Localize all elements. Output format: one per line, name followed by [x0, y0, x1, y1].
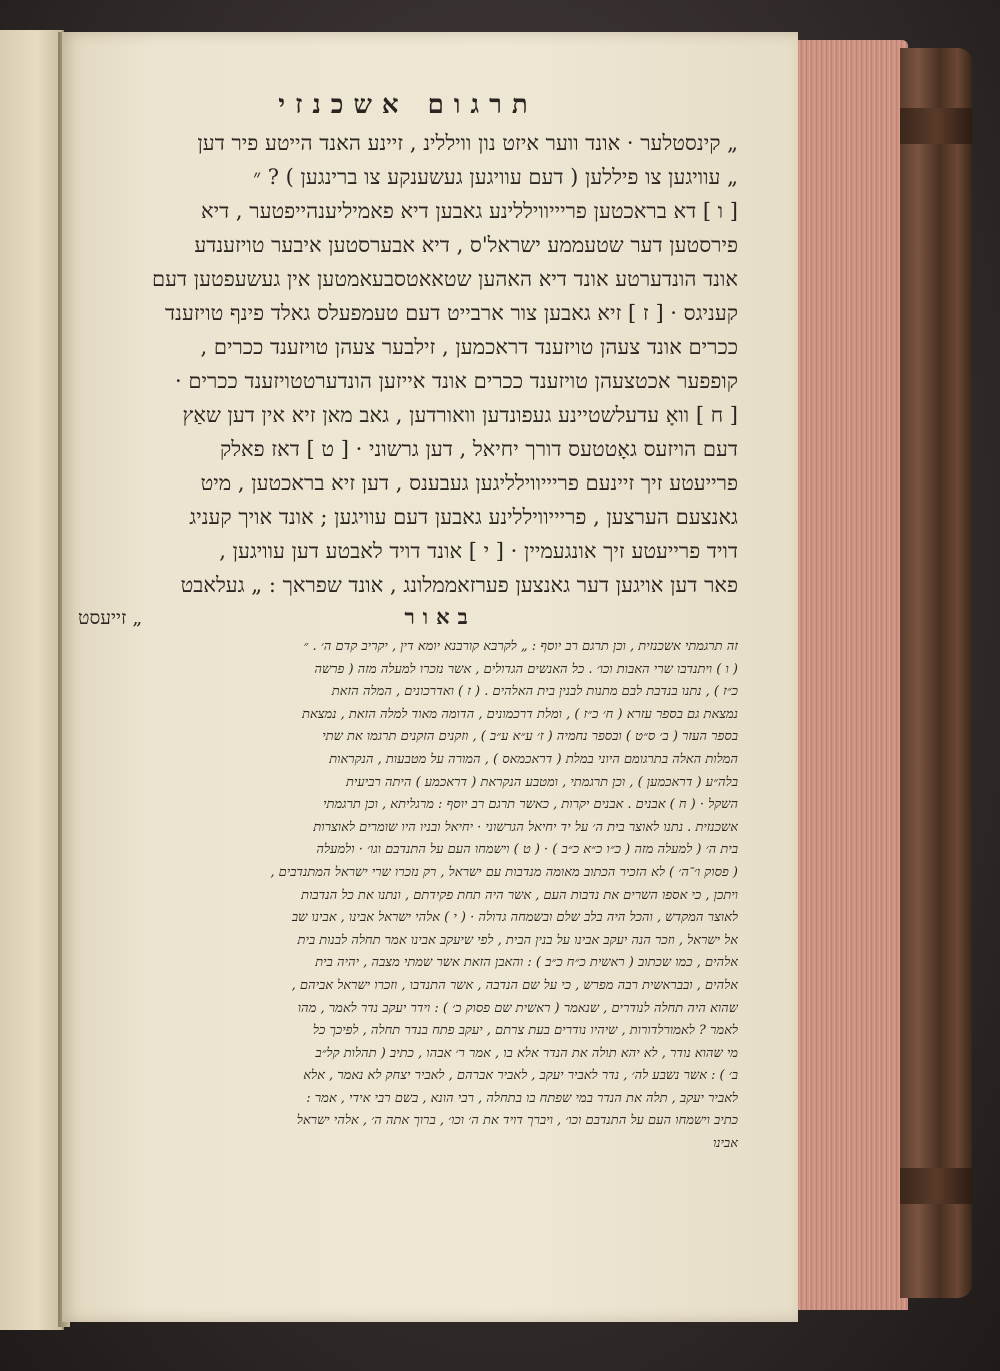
commentary-line: אלהים , ובבראשית רבה מפרש , כי על שם הנדבה , אשר התנדבו , וזכרו ישראל אביהם ,	[291, 977, 738, 993]
main-text-line: קופפער אכטצעהן טויזענד ככרים אונד אייזען הונדערטטויזענד ככרים ·	[174, 369, 738, 393]
main-text-line: דעם הויזעס גאָטטעס דורך יחיאל , דען גרשוני · [ ט ] דאז פאלק	[219, 437, 738, 461]
commentary-line: נמצאת גם בספר עזרא ( ח׳ כ״ז ) , ומלת דרכמונים , הדומה מאוד למלה הזאת , נמצאת	[301, 706, 738, 722]
cover-band	[900, 108, 972, 144]
commentary-line: לאוצר המקדש , והכל היה בלב שלם ובשמחה גדולה · ( י ) אלהי ישראל אבינו , אבינו שב	[291, 910, 738, 926]
page-edges	[798, 40, 908, 1310]
commentary-line: אלהים , כמו שכתוב ( ראשית כ״ח כ״ב ) : והאבן הזאת אשר שמתי מצבה , יהיה בית	[315, 955, 738, 971]
commentary-line: בלה״ע ( דראכמען ) , וכן תרגמתי , ומטבע הנקראת ( דראכמע ) היתה רביעית	[346, 774, 738, 790]
commentary-line: אבינו	[712, 1136, 738, 1152]
commentary-line: לאביר יעקב , תלה את הנדר במי שפתח בו בתחלה , רבי הונא , בשם רבי אידי , אמר :	[306, 1090, 738, 1106]
commentary-line: אל ישראל , וזכר הנה יעקב אבינו על בנין הבית , לפי שיעקב אבינו אמר תחלה לבנות בית	[297, 932, 738, 948]
commentary-line: המלות האלה בתרגומם היוני במלת ( דראכמאס ) , המורה על מטבעות , הנקראות	[329, 751, 738, 767]
main-text-line: [ ח ] וואָ עדעלשטיינע געפונדען וואורדען , גאב מאן זיא אין דען שאַץ	[182, 403, 738, 427]
cover-band	[900, 1168, 972, 1204]
commentary-line: ויתכן , כי אספו השרים את נדבות העם , אשר היה תחת פקידתם , ונתנו את כל הנדבות	[301, 887, 738, 903]
commentary-line: לאמר ? לאמורלדורות , שיהיו נודרים בעת צרתם , יעקב פתח בנדר תחלה , לפיכך כל	[312, 1023, 738, 1039]
commentary-line: ב׳ ) : אשר נשבע לה׳ , נדר לאביר יעקב , לאביר אברהם , לאביר יצחק לא נאמר , אלא	[303, 1068, 738, 1084]
commentary-line: כ״ז ) , נתנו בנדבת לבם מתנות לבנין בית האלהים . ( ז ) ואדרכונים , המלה הזאת	[331, 684, 738, 700]
main-text-line: „ קינסטלער · אונד ווער איזט נון וויללינ , זיינע האנד הייטע פיר דען	[197, 131, 738, 155]
page-content	[78, 90, 738, 1156]
section-title: באור	[404, 604, 476, 629]
main-text-line: [ ו ] דא בראכטען פריייוויללינע גאבען דיא פאמיליענהייפטער , דיא	[201, 199, 738, 223]
facing-page-edge	[0, 30, 64, 1330]
main-text-line: פאר דען אויגען דער גאנצען פערזאממלונג , אונד שפראך : „ געלאבט	[180, 573, 738, 597]
main-text-line: אונד הונדערטע אונד דיא האהען שטאאטסבעאמטען אין געשעפטען דעם	[152, 267, 738, 291]
main-text-line: פירסטען דער שטעממע ישראל'ס , דיא אבערסטען איבער טויזענדע	[194, 233, 738, 257]
main-text-line: דויד פרייעטע זיך אונגעמיין · [ י ] אונד דויד לאבטע דען עוויגען ,	[219, 539, 738, 563]
commentary	[78, 636, 738, 1156]
main-text-line: ככרים אונד צעהן טויזענד דראכמען , זילבער צעהן טויזענד ככרים ,	[200, 335, 738, 359]
main-text-line: פרייעטע זיך זיינעם פריייווילליגען געבענס , דען זיא בראכטען , מיט	[200, 471, 738, 495]
main-text-line: „ עוויגען צו פיללען ( דעם עוויגען געשענקע צו ברינגען ) ? ״	[253, 165, 738, 189]
commentary-line: שהוא היה תחלה לנודרים , שנאמר ( ראשית שם פסוק כ׳ ) : וידר יעקב נדר לאמר , מהו	[297, 1000, 738, 1016]
commentary-line: בית ה׳ ( למעלה מזה ( כ״ו כ״א כ״ב ) · ( ט ) וישמחו העם על התנדבם וגו׳ · ולמעלה	[316, 842, 738, 858]
main-text-line: גאנצעם הערצען , פריייוויללינע גאבען דעם עוויגען ; אונד אויך קעניג	[189, 505, 738, 529]
commentary-line: השקל · ( ח ) אבנים . אבנים יקרות , כאשר תרגם רב יוסף : מרגליתא , וכן תרגמתי	[323, 797, 738, 813]
commentary-line: זה תרגמתי אשכנזית , וכן תרגם רב יוסף : „ לקרבא קורבנא יומא דין , יקריב קדם ה׳ . ״	[303, 639, 738, 654]
main-text	[78, 126, 738, 602]
section-header-row	[78, 604, 738, 630]
running-head: תרגום אשכנזי	[278, 90, 538, 120]
commentary-line: ( פסוק ו׳־ה׳ ) לא הזכיר הכתוב מאומה מנדבות עם ישראל , רק נזכרו שרי ישראל המתנדבים ,	[270, 864, 738, 880]
commentary-line: אשכנזית . נתנו לאוצר בית ה׳ על יד יחיאל הגרשוני · יחיאל ובניו היו שומרים לאוצרות	[313, 819, 738, 835]
commentary-line: כתיב וישמחו העם על התנדבם וכו׳ , ויברך דויד את ה׳ וכו׳ , ברוך אתה ה׳ , אלהי ישראל	[296, 1113, 738, 1129]
commentary-line: ( ו ) ויתנדבו שרי האבות וכו׳ . כל האנשים הגדולים , אשר נזכרו למעלה מזה ( פרשה	[314, 661, 738, 677]
commentary-line: מי שהוא נודר , לא יהא תולה את הנדר אלא בו , אמר ר׳ אבהו , כתיב ( תהלות קל״ב	[315, 1045, 738, 1061]
main-text-line: קעניגס · [ ז ] זיא גאבען צור ארבייט דעם טעמפעלס גאלד פינף טויזענד	[165, 301, 738, 325]
commentary-line: בספר העזר ( ב׳ ס״ט ) ובספר נחמיה ( ז׳ ע״א ע״ב ) , וזקנים הזקנים תרגמו את שתי	[322, 729, 738, 745]
catchword: „ זייעסט	[78, 607, 143, 629]
book-cover	[900, 48, 972, 1298]
